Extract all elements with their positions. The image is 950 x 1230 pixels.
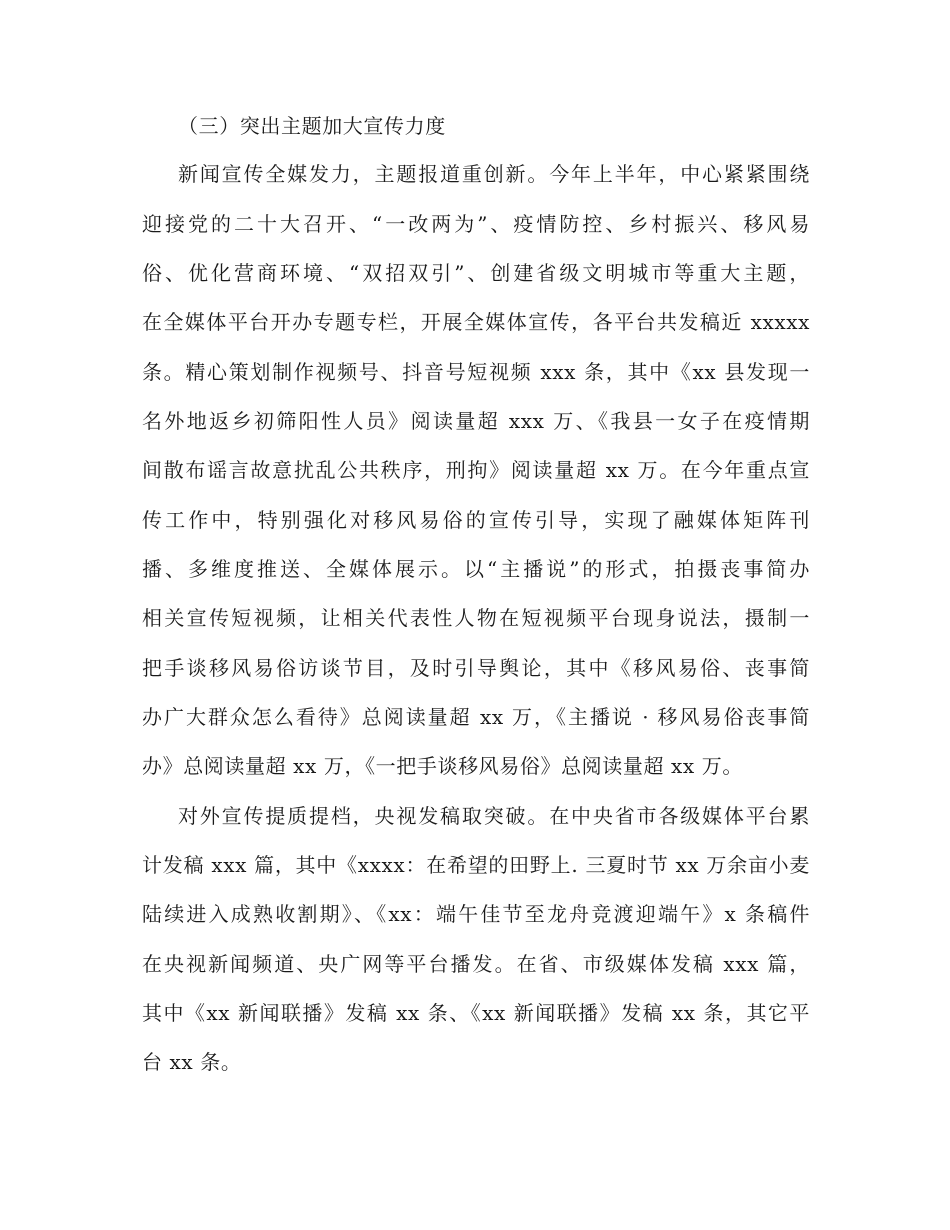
paragraph-line: 陆续进入成熟收割期》、《xx：端午佳节至龙舟竞渡迎端午》x 条稿件 xyxy=(142,902,810,926)
paragraph-line: 在央视新闻频道、央广网等平台播发。在省、市级媒体发稿 xxx 篇， xyxy=(142,952,810,976)
paragraph-line: 条。精心策划制作视频号、抖音号短视频 xxx 条，其中《xx 县发现一 xyxy=(142,360,810,384)
paragraph-line: 办》总阅读量超 xx 万，《一把手谈移风易俗》总阅读量超 xx 万。 xyxy=(142,754,743,778)
section-heading: （三）突出主题加大宣传力度 xyxy=(178,114,446,138)
paragraph-line: 名外地返乡初筛阳性人员》阅读量超 xxx 万、《我县一女子在疫情期 xyxy=(142,409,810,433)
paragraph-line: 其中《xx 新闻联播》发稿 xx 条、《xx 新闻联播》发稿 xx 条，其它平 xyxy=(142,1001,810,1025)
paragraph-line: 计发稿 xxx 篇，其中《xxxx：在希望的田野上. 三夏时节 xx 万余亩小麦 xyxy=(142,853,810,877)
paragraph-line: 传工作中，特别强化对移风易俗的宣传引导，实现了融媒体矩阵刊 xyxy=(142,508,810,532)
paragraph-line: 把手谈移风易俗访谈节目，及时引导舆论，其中《移风易俗、丧事简 xyxy=(142,656,810,680)
paragraph-line: 相关宣传短视频，让相关代表性人物在短视频平台现身说法，摄制一 xyxy=(142,606,810,630)
paragraph-line: 迎接党的二十大召开、“一改两为”、疫情防控、乡村振兴、移风易 xyxy=(142,212,810,236)
paragraph-line: 办广大群众怎么看待》总阅读量超 xx 万，《主播说 · 移风易俗丧事简 xyxy=(142,705,810,729)
paragraph-line: 播、多维度推送、全媒体展示。以“主播说”的形式，拍摄丧事简办 xyxy=(142,557,810,581)
paragraph-line: 对外宣传提质提档，央视发稿取突破。在中央省市各级媒体平台累 xyxy=(178,804,810,828)
paragraph-line: 俗、优化营商环境、“双招双引”、创建省级文明城市等重大主题， xyxy=(142,261,810,285)
paragraph-line: 台 xx 条。 xyxy=(142,1050,242,1074)
paragraph-line: 间散布谣言故意扰乱公共秩序，刑拘》阅读量超 xx 万。在今年重点宣 xyxy=(142,458,810,482)
paragraph-line: 新闻宣传全媒发力，主题报道重创新。今年上半年，中心紧紧围绕 xyxy=(178,162,810,186)
paragraph-line: 在全媒体平台开办专题专栏，开展全媒体宣传，各平台共发稿近 xxxxx xyxy=(142,310,810,334)
